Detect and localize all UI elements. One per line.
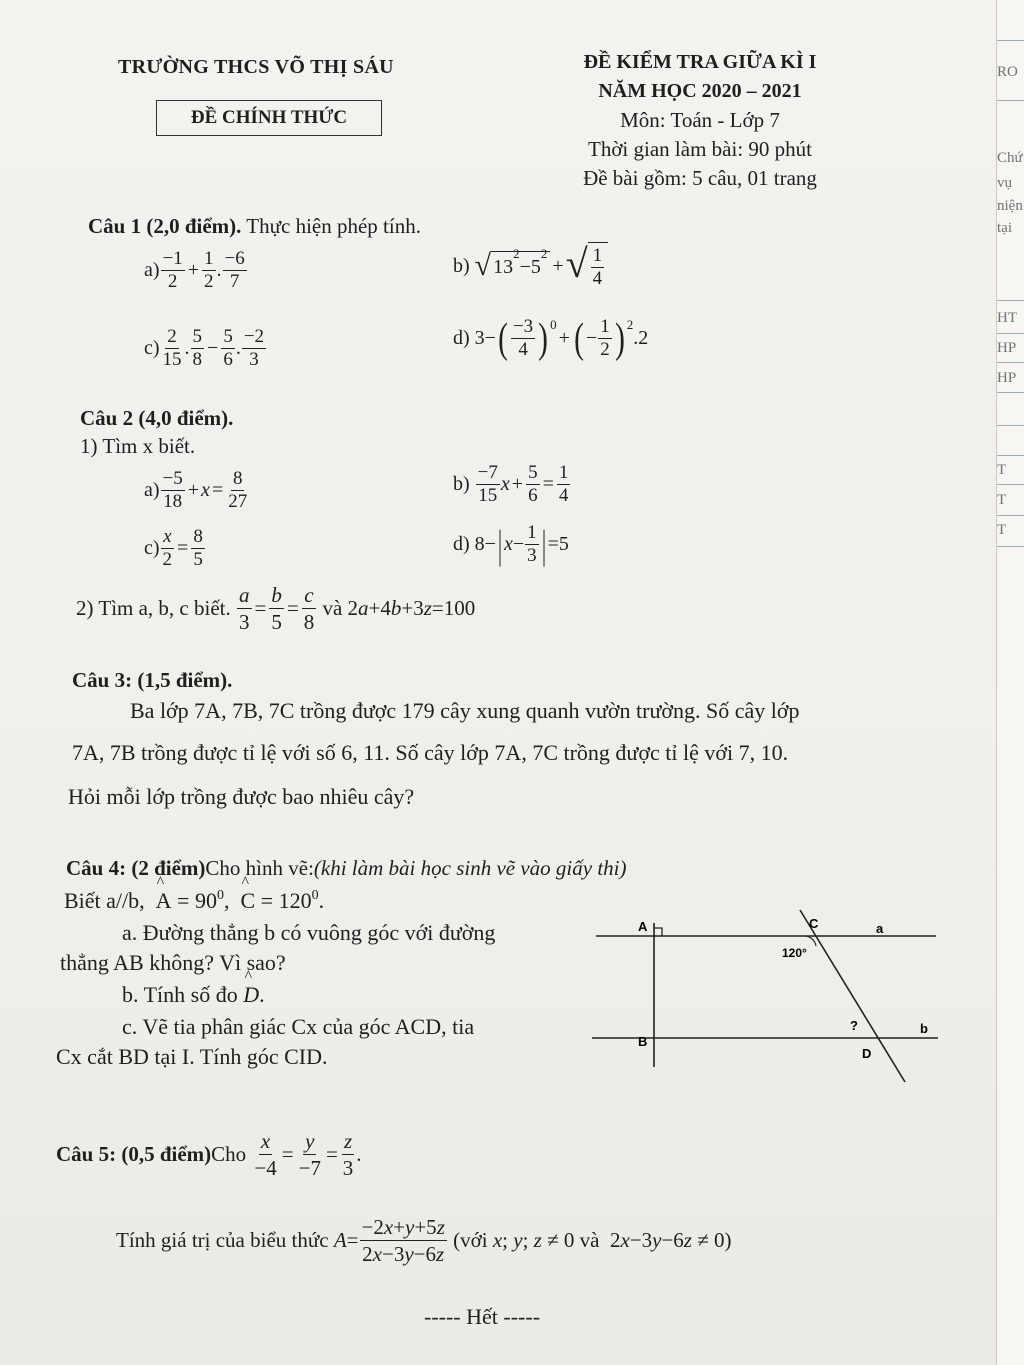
q3-line3: Hỏi mỗi lớp trồng được bao nhiêu cây? (68, 784, 415, 809)
q4-b-text: b. Tính số đo (122, 982, 238, 1007)
duration: Thời gian làm bài: 90 phút (588, 137, 812, 161)
angle-c-label: 120° (782, 946, 807, 960)
label-B: B (638, 1034, 648, 1049)
exam-header (540, 48, 860, 193)
unknown-angle-label: ? (850, 1018, 858, 1033)
q1-b-label: b) (453, 254, 470, 277)
q2-part2: 2) Tìm a, b, c biết. $\frac{a}{3}$ = $\frac{b}{5}$ = $\frac{c}{8}$ và 2a+4b+3z=100 (76, 583, 476, 634)
subject: Môn: Toán - Lớp 7 (620, 108, 780, 132)
q4-title-italic: (khi làm bài học sinh vẽ vào giấy thi) (313, 856, 627, 880)
q3-line1: Ba lớp 7A, 7B, 7C trồng được 179 cây xung quanh vườn trường. Số cây lớp (130, 698, 800, 723)
q1-a: a) $\frac{-1}{2}$ + $\frac{1}{2}$ . $\frac{-6}{7}$ (144, 248, 245, 292)
q5-title-bold: Câu 5: (0,5 điểm) (56, 1142, 212, 1166)
q2-d: d) 8− | x − $\frac{1}{3}$ | =5 (453, 521, 569, 567)
q3-line2: 7A, 7B trồng được tỉ lệ với số 6, 11. Số cây lớp 7A, 7C trồng được tỉ lệ với 7, 10. (72, 740, 789, 765)
q1-d-label: d) (453, 327, 470, 349)
q4-given-prefix: Biết a//b, (64, 888, 145, 913)
q1-title (88, 214, 421, 239)
q1-title-rest: Thực hiện phép tính. (241, 214, 421, 238)
q1-b: b) √ 13 2 −5 2 + √ $\frac{1}{4}$ (453, 242, 608, 290)
side-text-5: tại (997, 220, 1012, 236)
q2-part1: 1) Tìm x biết. (80, 434, 196, 458)
school-year: NĂM HỌC 2020 – 2021 (598, 80, 802, 102)
side-text-8: HP (997, 370, 1017, 386)
q4-b-line: b. Tính số đo ^ D. (122, 982, 265, 1008)
label-b: b (920, 1021, 928, 1036)
q1-c: c) $\frac{2}{15}$ . $\frac{5}{8}$ − $\frac{5}{6}$ . $\frac{-2}{3}$ (144, 326, 265, 370)
label-A: A (638, 919, 648, 934)
q4-a-line2: thẳng AB không? Vì sao? (60, 950, 286, 975)
q5-title-rest: Cho (211, 1142, 247, 1166)
q5-compute-text: Tính giá trị của biểu thức (116, 1228, 329, 1252)
q2-d-label: d) (453, 533, 470, 555)
end-marker: ----- Hết ----- (424, 1304, 541, 1329)
side-text-2: Chứ (997, 150, 1023, 166)
side-text-4: niện (997, 198, 1023, 214)
side-text-3: vụ (997, 175, 1012, 191)
q1-a-label: a) (144, 259, 160, 281)
q4-c-line2: Cx cắt BD tại I. Tính góc CID. (56, 1044, 328, 1069)
q2-title-bold: Câu 2 (4,0 điểm). (80, 406, 234, 430)
exam-title: ĐỀ KIỂM TRA GIỮA KÌ I (583, 51, 817, 73)
q4-a-line1: a. Đường thẳng b có vuông góc với đường (122, 920, 496, 945)
q2-c-label: c) (144, 537, 160, 559)
side-text-7: HP (997, 340, 1017, 356)
q1-c-label: c) (144, 337, 160, 359)
q3-title-bold: Câu 3: (1,5 điểm). (72, 668, 233, 692)
q2-part2-text: 2) Tìm a, b, c biết. (76, 596, 231, 620)
right-angle-mark (654, 928, 662, 936)
q5-title: Câu 5: (0,5 điểm) Cho $\frac{x}{-4}$ = $\frac{y}{-7}$ = $\frac{z}{3}$ . (56, 1129, 362, 1180)
q2-title (80, 406, 233, 431)
q4-title-rest: Cho hình vẽ: (205, 856, 314, 880)
q2-a: a) $\frac{-5}{18}$ + x = $\frac{8}{27}$ (144, 468, 248, 512)
q1-d: d) 3− ( $\frac{-3}{4}$ ) 0 + ( − $\frac{1}{2}$ ) 2 .2 (453, 315, 649, 362)
side-text-11: T (997, 522, 1007, 538)
side-text-6: HT (997, 310, 1017, 326)
q5-condition-prefix: (với (453, 1228, 488, 1252)
q4-c-line1: c. Vẽ tia phân giác Cx của góc ACD, tia (122, 1014, 475, 1039)
q5-condition-mid: và (579, 1228, 600, 1252)
q4-title (66, 856, 627, 881)
q2-c: c) $\frac{x}{2}$ = $\frac{8}{5}$ (144, 526, 203, 570)
side-text-1: RO (997, 64, 1018, 80)
geometry-figure (590, 905, 950, 1090)
label-C: C (809, 916, 819, 931)
side-text-10: T (997, 492, 1007, 508)
label-a: a (876, 921, 884, 936)
q1-title-bold: Câu 1 (2,0 điểm). (88, 214, 242, 238)
q2-a-label: a) (144, 479, 160, 501)
q4-title-bold: Câu 4: (2 điểm) (66, 856, 206, 880)
q5-condition-suffix: ) (724, 1228, 732, 1252)
q4-given: Biết a//b, ^ $A = 90^0$, ^ $C = 120^0$. (64, 888, 324, 914)
side-text-9: T (997, 462, 1007, 478)
school-name: TRƯỜNG THCS VÕ THỊ SÁU (118, 56, 394, 78)
q2-b: b) $\frac{-7}{15}$ x + $\frac{5}{6}$ = $\frac{1}{4}$ (453, 462, 569, 506)
adjacent-sheet (996, 0, 1024, 1365)
angle-c-arc (806, 936, 816, 946)
q2-b-label: b) (453, 473, 470, 495)
q5-expression: Tính giá trị của biểu thức A = $\frac{-2x+y+5z}{2x-3y-6z}$ (với x ; y ; z ≠ 0 và 2 x −3 y −6 z ≠ 0 ) (116, 1215, 732, 1266)
label-D: D (862, 1046, 872, 1061)
page-count: Đề bài gồm: 5 câu, 01 trang (583, 166, 817, 190)
q2-and-word: và (322, 596, 343, 620)
official-badge: ĐỀ CHÍNH THỨC (156, 100, 382, 136)
